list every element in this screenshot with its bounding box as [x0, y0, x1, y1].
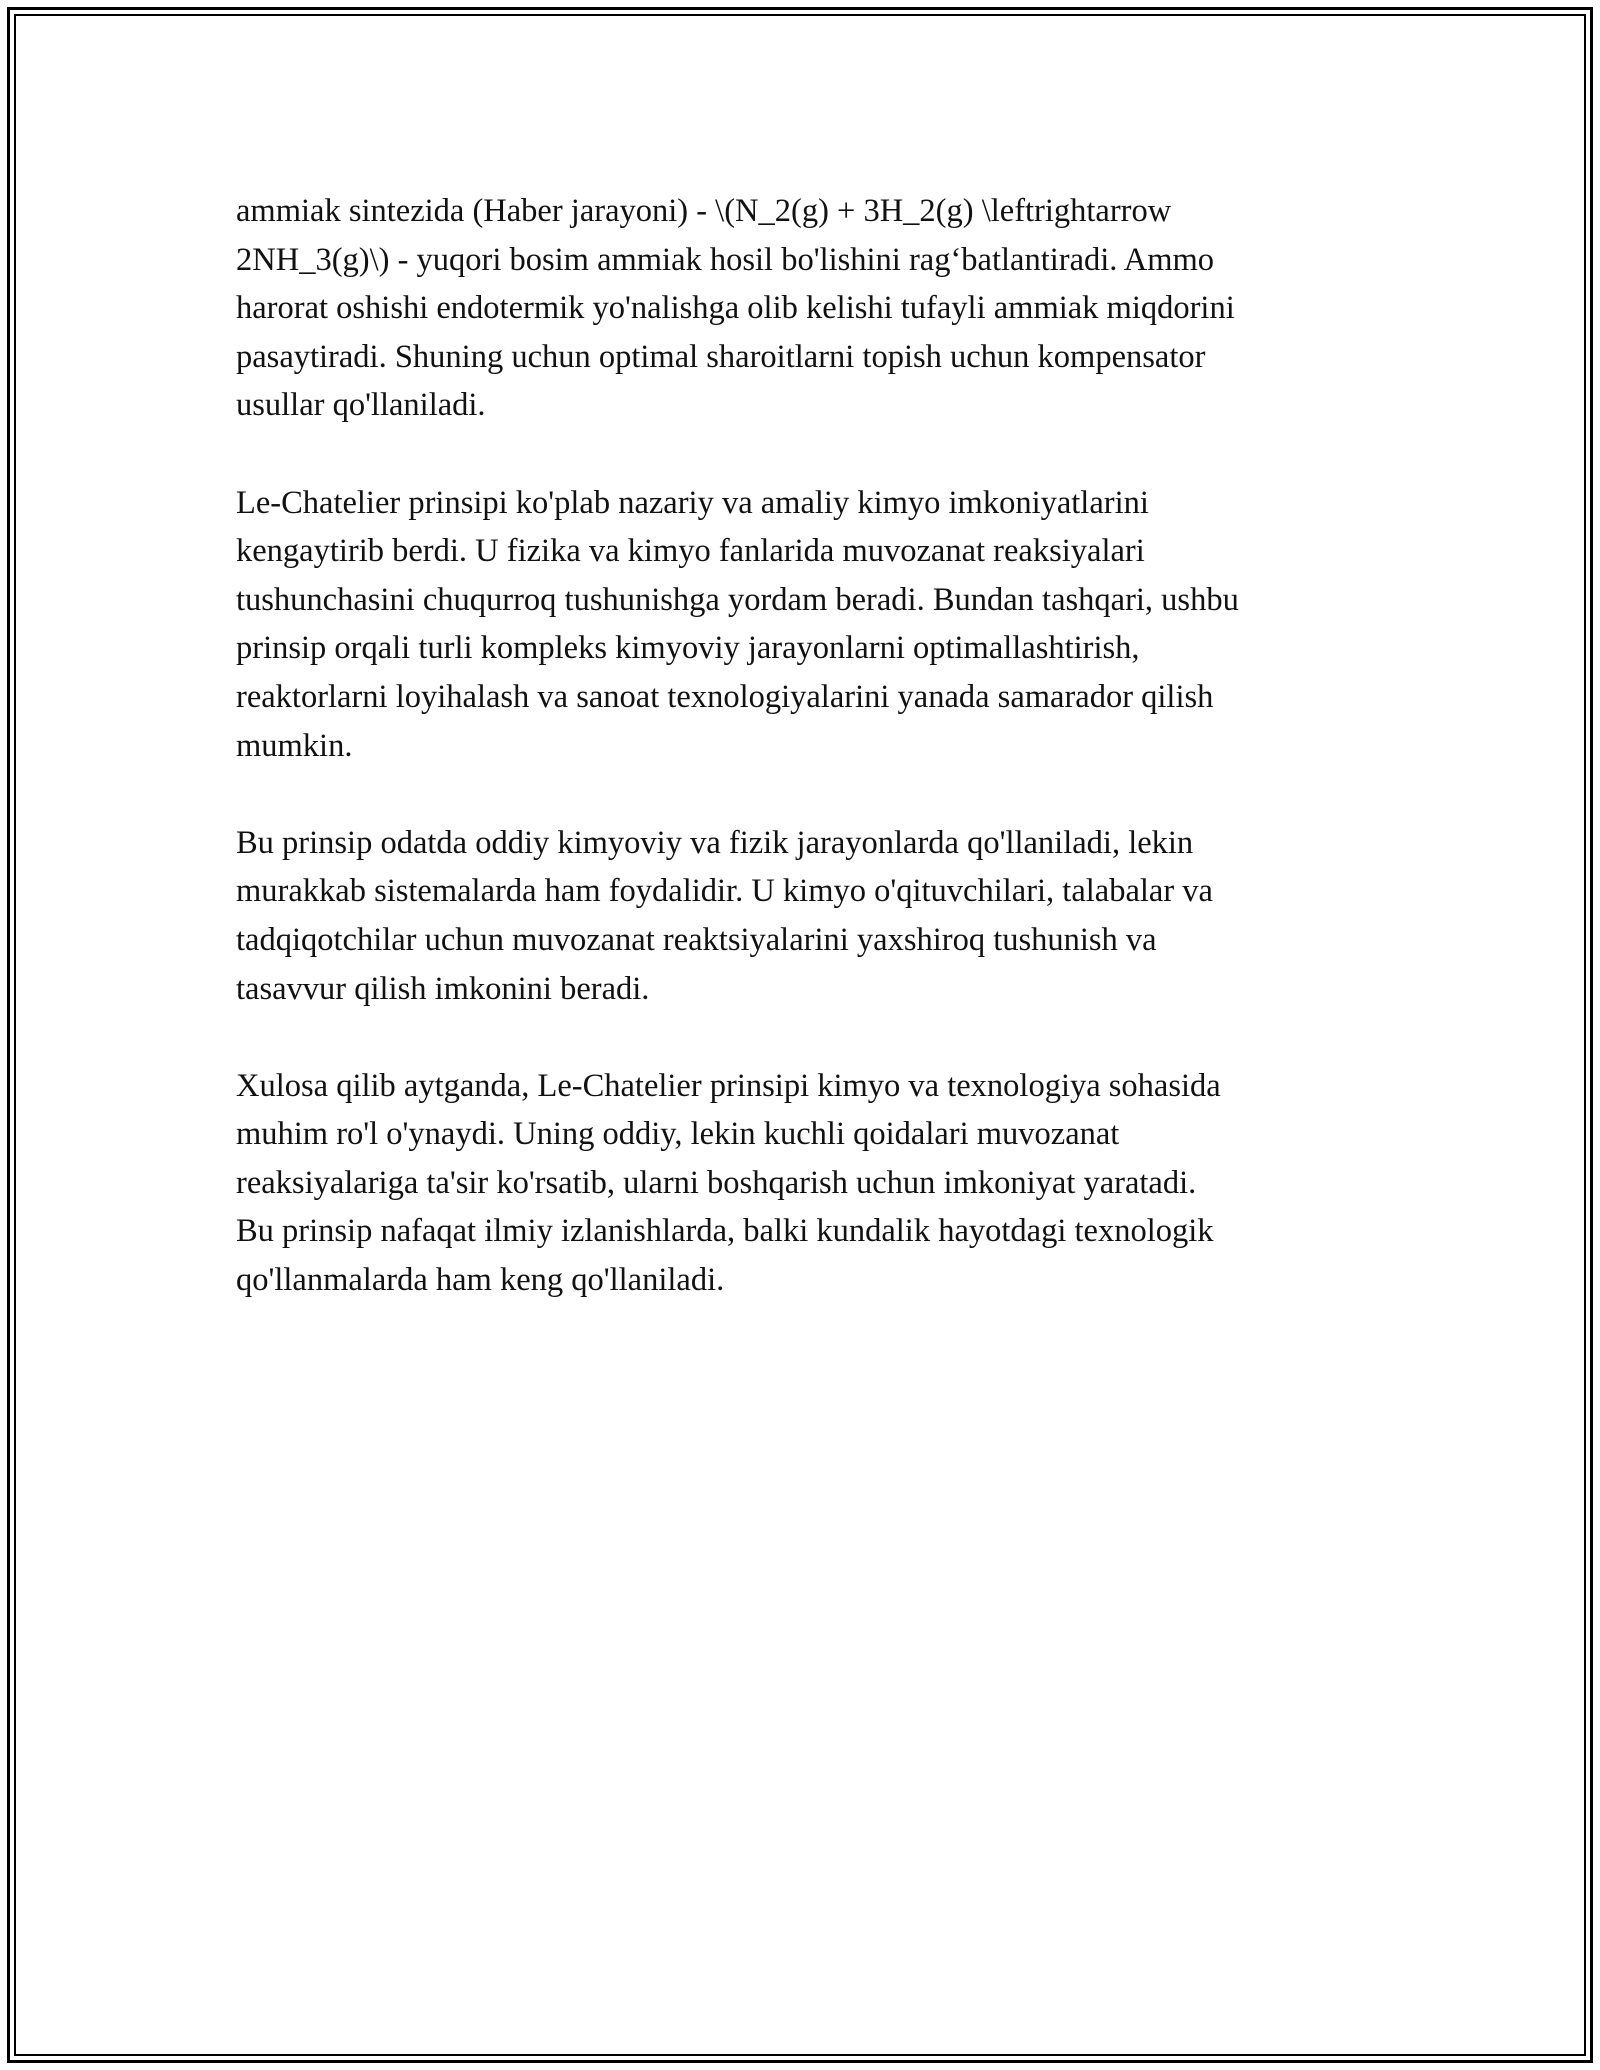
paragraph-haber-process: ammiak sintezida (Haber jarayoni) - \(N_2(g) + 3H_2(g) \leftrightarrow 2NH_3(g)\) - yuqori bosim ammiak hosil bo'lishini rag‘batlantiradi. Ammo harorat oshishi endotermik yo'nalishga olib kelishi tufayli ammiak miqdorini pasaytiradi. Shuning uchun optimal sharoitlarni topish uchun kompensator usullar qo'llaniladi.: [236, 193, 1235, 424]
paragraph-usage: Bu prinsip odatda oddiy kimyoviy va fizik jarayonlarda qo'llaniladi, lekin murakkab sistemalarda ham foydalidir. U kimyo o'qituvchilari, talabalar va tadqiqotchilar uchun muvozanat reaktsiyalarini yaxshiroq tushunish va tasavvur qilish imkonini beradi.: [236, 824, 1213, 1007]
paragraph-le-chatelier-applications: Le-Chatelier prinsipi ko'plab nazariy va amaliy kimyo imkoniyatlarini kengaytirib berdi. U fizika va kimyo fanlarida muvozanat reaksiyalari tushunchasini chuqurroq tushunishga yordam beradi. Bundan tashqari, ushbu prinsip orqali turli kompleks kimyoviy jarayonlarni optimallashtirish, reaktorlarni loyihalash va sanoat texnologiyalarini yanada samarador qilish mumkin.: [236, 484, 1239, 764]
document-body: [236, 187, 1376, 1353]
paragraph-conclusion: Xulosa qilib aytganda, Le-Chatelier prinsipi kimyo va texnologiya sohasida muhim ro'l o'ynaydi. Uning oddiy, lekin kuchli qoidalari muvozanat reaksiyalariga ta'sir ko'rsatib, ularni boshqarish uchun imkoniyat yaratadi. Bu prinsip nafaqat ilmiy izlanishlarda, balki kundalik hayotdagi texnologik qo'llanmalarda ham keng qo'llaniladi.: [236, 1067, 1221, 1299]
